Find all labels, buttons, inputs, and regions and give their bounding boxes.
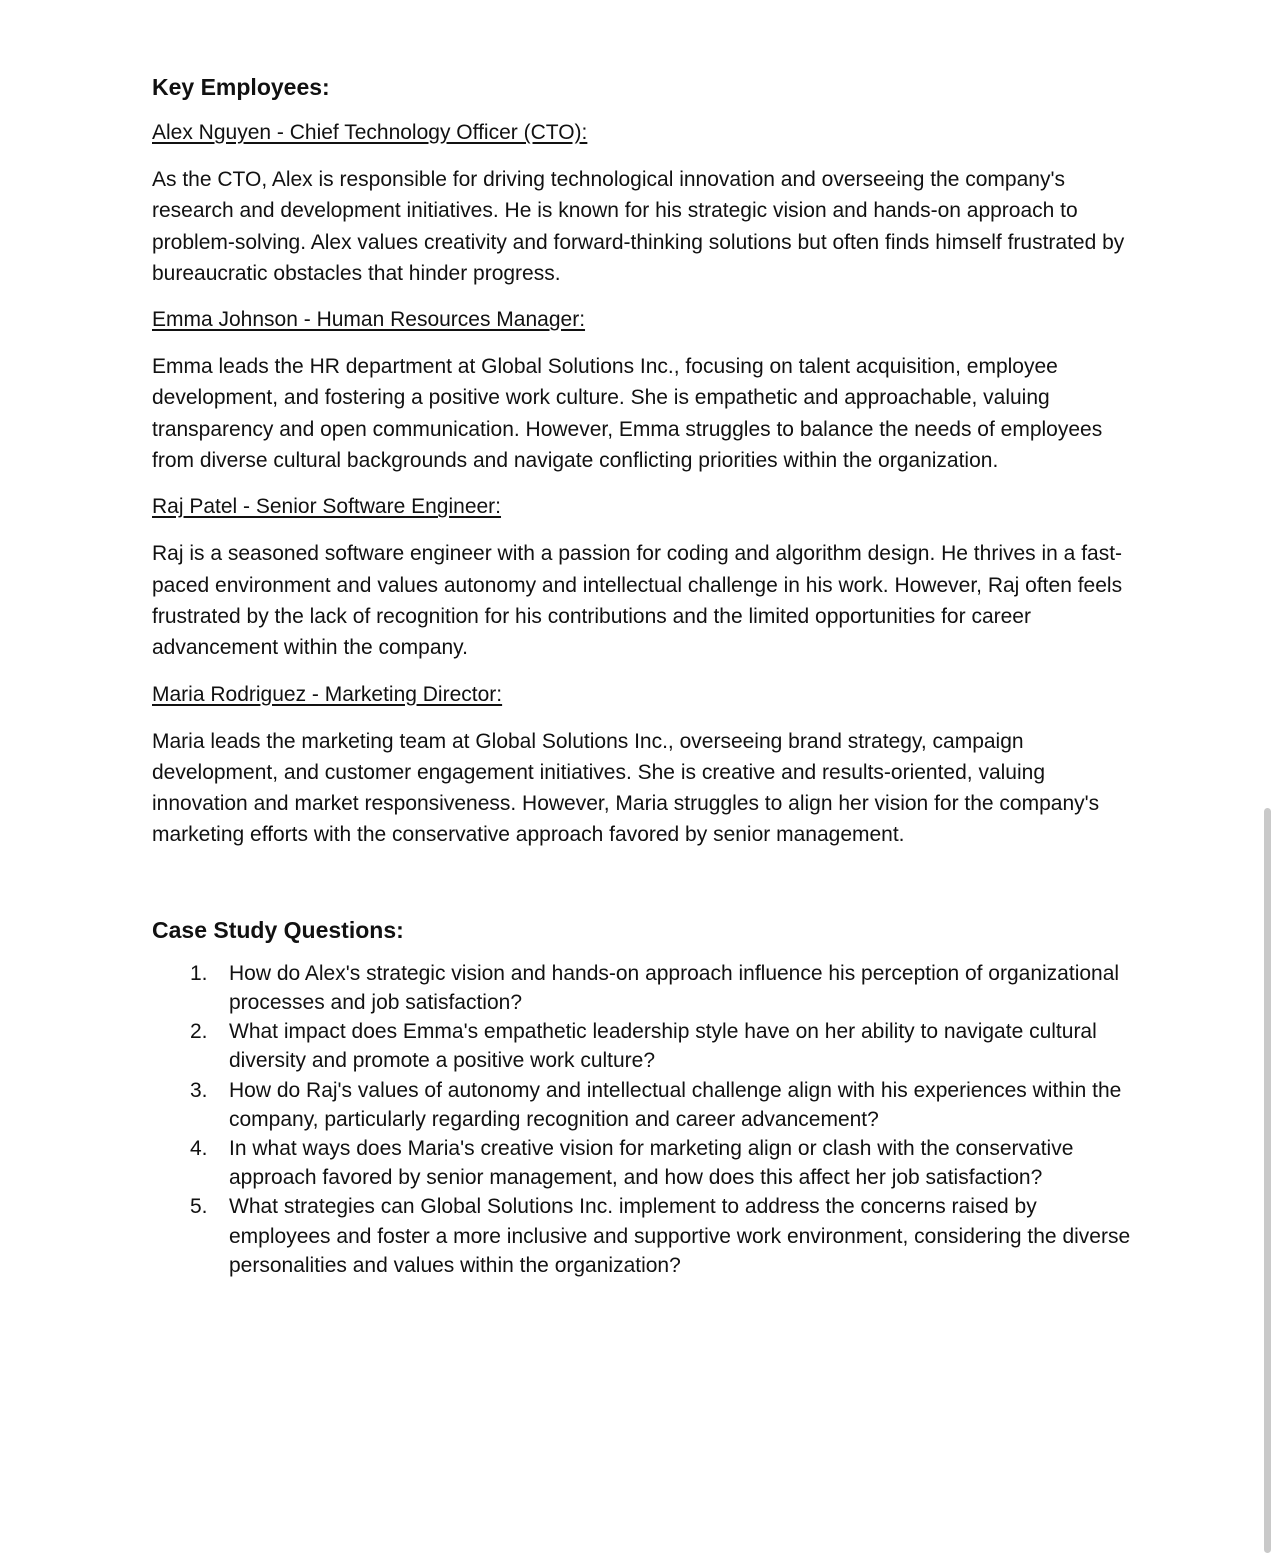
key-employees-heading: Key Employees: xyxy=(152,74,330,100)
question-item xyxy=(152,1076,1132,1134)
case-study-questions xyxy=(152,959,1132,1280)
document-page xyxy=(152,70,1132,1280)
question-text: What impact does Emma's empathetic leadership style have on her ability to navigate cultural diversity and promote a positive work culture? xyxy=(229,1020,1097,1073)
question-number: 2. xyxy=(190,1020,208,1044)
vertical-scrollbar[interactable] xyxy=(1264,808,1271,1553)
employee-title: Maria Rodriguez - Marketing Director: xyxy=(152,682,503,706)
employee-title: Alex Nguyen - Chief Technology Officer (CTO): xyxy=(152,121,588,144)
question-item xyxy=(152,1017,1132,1075)
question-item xyxy=(152,1192,1132,1280)
employee-maria xyxy=(152,681,1132,851)
question-text: In what ways does Maria's creative vision for marketing align or clash with the conservative approach favored by senior management, and how does this affect her job satisfaction? xyxy=(229,1136,1074,1190)
employee-description: Raj is a seasoned software engineer with a passion for coding and algorithm design. He thrives in a fast-paced environment and values autonomy and intellectual challenge in his work. However, Raj often feels frustrated by the lack of recognition for his contributions and the limited opportunities for career advancement within the company. xyxy=(152,542,1123,660)
employee-description: As the CTO, Alex is responsible for driving technological innovation and overseeing the company's research and development initiatives. He is known for his strategic vision and hands-on approach to problem-solving. Alex values creativity and forward-thinking solutions but often finds himself frustrated by bureaucratic obstacles that hinder progress. xyxy=(152,168,1125,285)
case-study-heading: Case Study Questions: xyxy=(152,916,404,943)
question-number: 4. xyxy=(190,1136,208,1160)
employee-raj xyxy=(152,493,1132,663)
employee-alex xyxy=(152,119,1132,289)
question-text: How do Raj's values of autonomy and intellectual challenge align with his experiences within the company, particularly regarding recognition and career advancement? xyxy=(229,1078,1122,1131)
question-number: 3. xyxy=(190,1078,208,1102)
question-number: 1. xyxy=(190,961,208,985)
question-item xyxy=(152,1134,1132,1192)
question-number: 5. xyxy=(190,1195,208,1219)
question-text: What strategies can Global Solutions Inc. implement to address the concerns raised by employees and foster a more inclusive and supportive work environment, considering the diverse personalities and values within the organization? xyxy=(229,1195,1131,1277)
employee-emma xyxy=(152,306,1132,476)
employee-description: Emma leads the HR department at Global Solutions Inc., focusing on talent acquisition, employee development, and fostering a positive work culture. She is empathetic and approachable, valuing transparency and open communication. However, Emma struggles to balance the needs of employees from diverse cultural backgrounds and navigate conflicting priorities within the organization. xyxy=(152,355,1103,473)
question-item xyxy=(152,959,1132,1017)
question-text: How do Alex's strategic vision and hands-on approach influence his perception of organizational processes and job satisfaction? xyxy=(229,961,1120,1014)
employee-title: Raj Patel - Senior Software Engineer: xyxy=(152,495,502,519)
employee-title: Emma Johnson - Human Resources Manager: xyxy=(152,308,586,332)
employee-description: Maria leads the marketing team at Global Solutions Inc., overseeing brand strategy, campaign development, and customer engagement initiatives. She is creative and results-oriented, valuing innovation and market responsiveness. However, Maria struggles to align her vision for the company's marketing efforts with the conservative approach favored by senior management. xyxy=(152,729,1100,847)
